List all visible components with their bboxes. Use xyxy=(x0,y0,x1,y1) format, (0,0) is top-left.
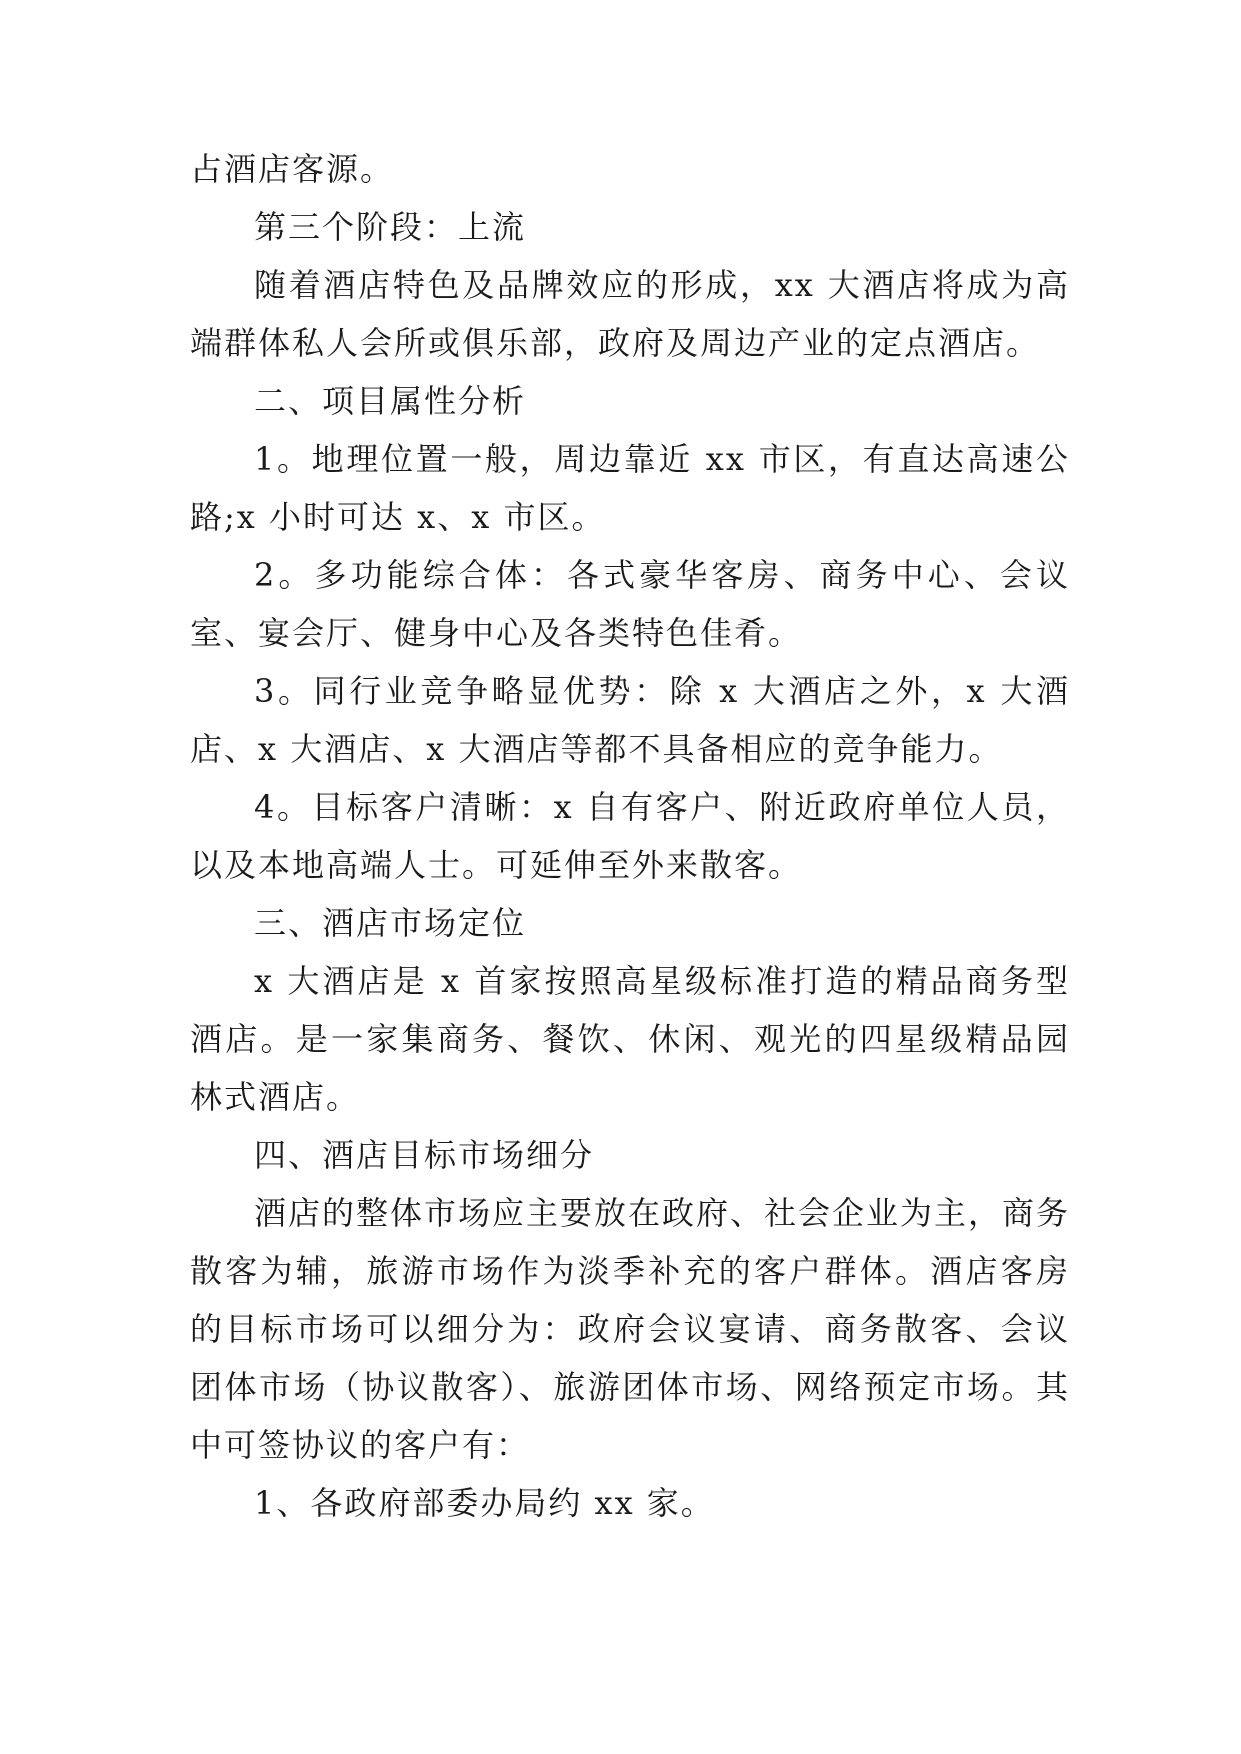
paragraph-item-4: 4。目标客户清晰：x 自有客户、附近政府单位人员，以及本地高端人士。可延伸至外来散客。 xyxy=(190,788,1070,884)
paragraph-client-item-1: 1、各政府部委办局约 xx 家。 xyxy=(254,1484,715,1522)
paragraph-continuation: 占酒店客源。 xyxy=(190,150,395,188)
paragraph-item-2: 2。多功能综合体：各式豪华客房、商务中心、会议室、宴会厅、健身中心及各类特色佳肴。 xyxy=(190,556,1070,652)
heading-market-segmentation: 四、酒店目标市场细分 xyxy=(254,1136,595,1174)
paragraph-item-1: 1。地理位置一般，周边靠近 xx 市区，有直达高速公路;x 小时可达 x、x 市区。 xyxy=(190,440,1070,536)
paragraph-brand-effect: 随着酒店特色及品牌效应的形成，xx 大酒店将成为高端群体私人会所或俱乐部，政府及周边产业的定点酒店。 xyxy=(190,266,1070,362)
heading-market-positioning: 三、酒店市场定位 xyxy=(254,904,527,942)
paragraph-segmentation: 酒店的整体市场应主要放在政府、社会企业为主，商务散客为辅，旅游市场作为淡季补充的客户群体。酒店客房的目标市场可以细分为：政府会议宴请、商务散客、会议团体市场（协议散客）、旅游团体市场、网络预定市场。其中可签协议的客户有： xyxy=(190,1194,1071,1464)
heading-project-attributes: 二、项目属性分析 xyxy=(254,382,527,420)
paragraph-stage-three: 第三个阶段：上流 xyxy=(254,208,527,246)
paragraph-item-3: 3。同行业竞争略显优势：除 x 大酒店之外，x 大酒店、x 大酒店、x 大酒店等都不具备相应的竞争能力。 xyxy=(190,672,1070,768)
paragraph-positioning: x 大酒店是 x 首家按照高星级标准打造的精品商务型酒店。是一家集商务、餐饮、休闲、观光的四星级精品园林式酒店。 xyxy=(190,962,1070,1116)
